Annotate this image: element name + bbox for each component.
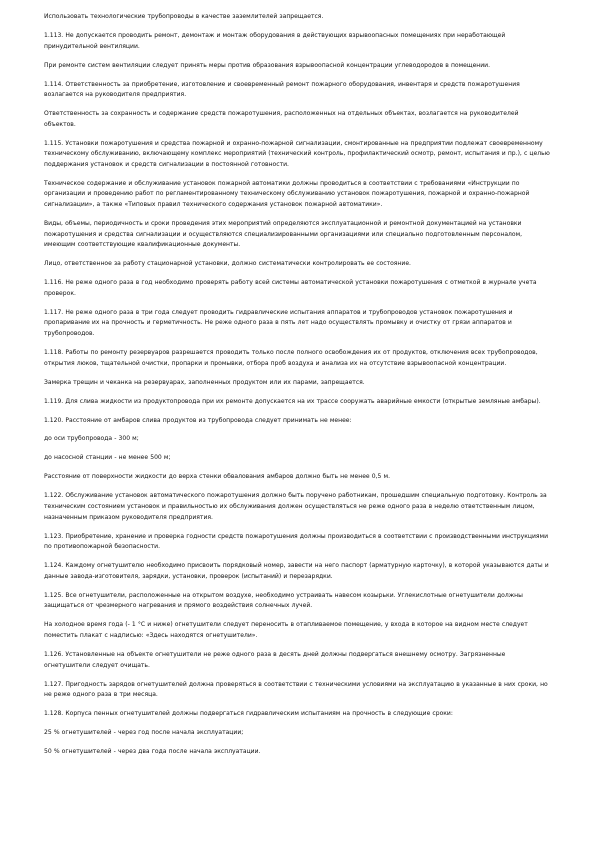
paragraph-1-115: 1.115. Установки пожаротушения и средства пожарной и охранно-пожарной сигнализации, смонтированные на предприятии подлежат своевременному техническому обслуживанию, включающему комплекс мероприятий (технический контроль, профилактический осмотр, ремонт, испытания и пр.), с целью поддержания установок и средств сигнализации в постоянной готовности. <box>44 139 550 168</box>
paragraph-1-114: 1.114. Ответственность за приобретение, изготовление и своевременный ремонт пожарного оборудования, инвентаря и средств пожаротушения возлагается на руководителя предприятия. <box>44 80 520 99</box>
list-item-pump-station-distance: до насосной станции - не менее 500 м; <box>44 454 171 462</box>
paragraph-1-122: 1.122. Обслуживание установок автоматического пожаротушения должно быть поручено работникам, прошедшим специальную подготовку. Контроль за техническим состоянием установок и правильностью их обслуживания должен осуществляться не реже одного раза в неделю ответственным лицом, назначенным приказом руководителя предприятия. <box>44 492 547 521</box>
paragraph-1-119: 1.119. Для слива жидкости из продуктопровода при их ремонте допускается на их трассе сооружать аварийные емкости (открытые земляные амбары). <box>44 397 541 405</box>
paragraph-1-125: 1.125. Все огнетушители, расположенные на открытом воздухе, необходимо устраивать навесом козырьки. Углекислотные огнетушители должны защищаться от чрезмерного нагревания и прямого воздействия солнечных лучей. <box>44 591 523 610</box>
list-item-pipeline-distance: до оси трубопровода - 300 м; <box>44 435 139 443</box>
paragraph-cold-season: На холодное время года (- 1 °С и ниже) огнетушители следует переносить в отапливаемое помещение, у входа в которое на видном месте следует поместить плакат с надписью: «Здесь находятся огнетушители». <box>44 621 528 639</box>
paragraph-barn-wall-height: Расстояние от поверхности жидкости до верха стенки обвалования амбаров должно быть не менее 0,5 м. <box>44 473 390 481</box>
paragraph-responsible-person: Лицо, ответственное за работу стационарной установки, должно систематически контролировать ее состояние. <box>44 260 411 268</box>
list-item-50-percent: 50 % огнетушителей - через два года после начала эксплуатации. <box>44 748 261 756</box>
paragraph-1-113: 1.113. Не допускается проводить ремонт, демонтаж и монтаж оборудования в действующих взрывоопасных помещениях при неработающей принудительной вентиляции. <box>44 31 506 50</box>
paragraph-1-118: 1.118. Работы по ремонту резервуаров разрешается проводить только после полного освобождения их от продуктов, отключения всех трубопроводов, открытия люков, тщательной очистки, пропарки и промывки, отбора проб воздуха и анализа их на отсутствие взрывоопасной концентрации. <box>44 348 538 367</box>
paragraph-1-126: 1.126. Установленные на объекте огнетушители не реже одного раза в десять дней должны подвергаться внешнему осмотру. Загрязненные огнетушители следует очищать. <box>44 650 506 669</box>
paragraph-1-116: 1.116. Не реже одного раза в год необходимо проверять работу всей системы автоматической установки пожаротушения с отметкой в журнале учета проверок. <box>44 279 537 297</box>
paragraph-1-120: 1.120. Расстояние от амбаров слива продуктов из трубопровода следует принимать не менее: <box>44 416 352 424</box>
paragraph-1-127: 1.127. Пригодность зарядов огнетушителей должна проверяться в соответствии с техническими условиями на эксплуатацию в указанные в них сроки, но не реже одного раза в три месяца. <box>44 680 548 699</box>
paragraph-1-124: 1.124. Каждому огнетушителю необходимо присвоить порядковый номер, завести на него паспорт (арматурную карточку), в которой указываются даты и данные завода-изготовителя, зарядки, установки, проверок (испытаний) и перезарядки. <box>44 562 549 580</box>
paragraph-1-123: 1.123. Приобретение, хранение и проверка годности средств пожаротушения должны производиться в соответствии с производственными инструкциями по противопожарной безопасности. <box>44 532 549 551</box>
paragraph-maintenance-scope: Виды, объемы, периодичность и сроки проведения этих мероприятий определяются эксплуатационной и ремонтной документацией на установки пожаротушения и средства сигнализации и осуществляются специализированными организациями или специально подготовленным персоналом, имеющим соответствующие квалификационные документы. <box>44 220 523 249</box>
list-item-25-percent: 25 % огнетушителей - через год после начала эксплуатации; <box>44 729 244 737</box>
paragraph-ventilation-repair: При ремонте систем вентиляции следует принять меры против образования взрывоопасной концентрации углеводородов в помещении. <box>44 61 491 69</box>
paragraph-object-responsibility: Ответственность за сохранность и содержание средств пожаротушения, расположенных на отдельных объектах, возлагается на руководителей объектов. <box>44 110 519 128</box>
paragraph-1-117: 1.117. Не реже одного раза в три года следует проводить гидравлические испытания аппаратов и трубопроводов установок пожаротушения и пропаривание их на прочность и герметичность. Не реже одного раза в пять лет надо осуществлять промывку и очистку от грязи аппаратов и трубопроводов. <box>44 308 513 337</box>
paragraph-1-128: 1.128. Корпуса пенных огнетушителей должны подвергаться гидравлическим испытаниям на прочность в следующие сроки: <box>44 710 453 718</box>
paragraph-maintenance-instructions: Техническое содержание и обслуживание установок пожарной автоматики должны проводиться в соответствии с требованиями «Инструкции по организации и проведению работ по регламентированному техническому обслуживанию установок пожаротушения, пожарной и охранно-пожарной сигнализации», а также «Типовых правил технического содержания установок пожарной автоматики». <box>44 179 530 209</box>
paragraph-ground-conductors: Использовать технологические трубопроводы в качестве заземлителей запрещается. <box>44 13 324 20</box>
paragraph-tank-crack-ban: Замерка трещин и чеканка на резервуарах, заполненных продуктом или их парами, запрещается. <box>44 378 365 386</box>
